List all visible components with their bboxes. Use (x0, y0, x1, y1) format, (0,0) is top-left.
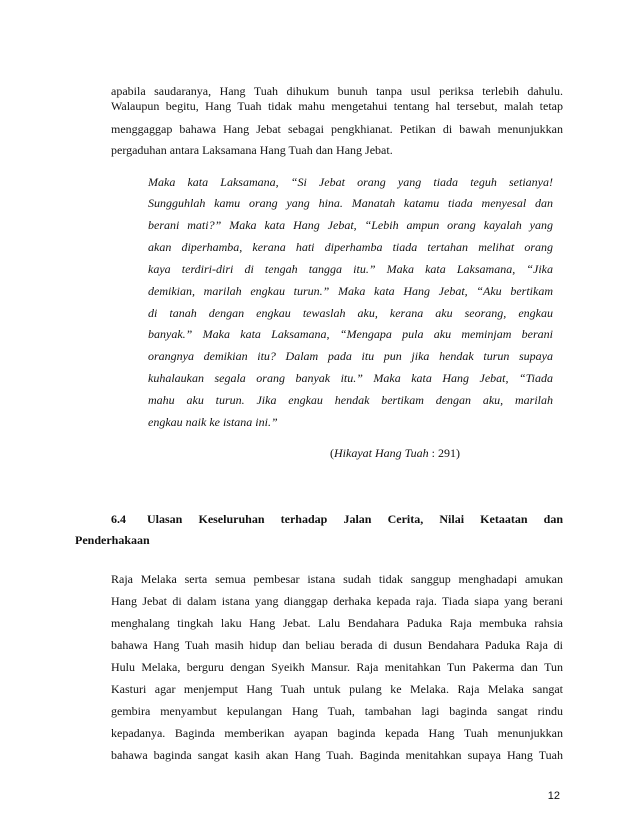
quote-line: demikian, marilah engkau turun.” Maka kata Hang Jebat, “Aku bertikam (148, 284, 553, 298)
quote-line: akan diperhamba, kerana hati diperhamba tiada tertahan melihat orang (148, 240, 553, 254)
quote-line: mahu aku turun. Jika engkau hendak bertikam dengan aku, marilah (148, 393, 553, 407)
section-paragraph-line: menghalang tingkah laku Hang Jebat. Lalu Bendahara Paduka Raja membuka rahsia (111, 616, 563, 630)
section-paragraph-line: bahawa baginda sangat kasih akan Hang Tuah. Baginda menitahkan supaya Hang Tuah (111, 748, 563, 762)
quote-citation (330, 446, 460, 460)
section-title-line2: Penderhakaan (75, 533, 150, 547)
section-paragraph-line: bahawa Hang Tuah masih hidup dan beliau berada di dusun Bendahara Paduka Raja di (111, 638, 563, 652)
quote-line: Maka kata Laksamana, “Si Jebat orang yang tiada teguh setianya! (148, 175, 553, 189)
intro-paragraph-line: menggaggap bahawa Hang Jebat sebagai pengkhianat. Petikan di bawah menunjukkan (111, 122, 563, 136)
section-paragraph-line: gembira menyambut kepulangan Hang Tuah, tambahan lagi baginda sangat rindu (111, 704, 563, 718)
section-number: 6.4 (111, 512, 126, 526)
section-paragraph-line: Raja Melaka serta semua pembesar istana sudah tidak sanggup menghadapi amukan (111, 572, 563, 586)
intro-paragraph-line: apabila saudaranya, Hang Tuah dihukum bunuh tanpa usul periksa terlebih dahulu. (111, 84, 563, 98)
page-number: 12 (547, 790, 560, 802)
quote-line: engkau naik ke istana ini.” (148, 415, 278, 429)
section-paragraph-line: Kasturi agar menjemput Hang Tuah untuk pulang ke Melaka. Raja Melaka sangat (111, 682, 563, 696)
quote-line: banyak.” Maka kata Laksamana, “Mengapa pula aku meminjam berani (148, 327, 553, 341)
quote-line: berani mati?” Maka kata Hang Jebat, “Lebih ampun orang kayalah yang (148, 218, 553, 232)
quote-line: di tanah dengan engkau tewaslah aku, kerana aku seorang, engkau (148, 306, 553, 320)
quote-line: kuhalaukan segala orang banyak itu.” Maka kata Hang Jebat, “Tiada (148, 371, 553, 385)
quote-line: Sungguhlah kamu orang yang hina. Manatah katamu tiada menyesal dan (148, 196, 553, 210)
citation-open: ( (330, 446, 334, 460)
citation-title: Hikayat Hang Tuah (334, 446, 429, 460)
quote-line: kaya terdiri-diri di tengah tangga itu.” Maka kata Laksamana, “Jika (148, 262, 553, 276)
quote-line: orangnya demikian itu? Dalam pada itu pun jika hendak turun supaya (148, 349, 553, 363)
citation-page: : 291) (428, 446, 461, 460)
intro-paragraph-line: Walaupun begitu, Hang Tuah tidak mahu mengetahui tentang hal tersebut, malah tetap (111, 99, 563, 113)
section-paragraph-line: Hang Jebat di dalam istana yang dianggap derhaka kepada raja. Tiada siapa yang berani (111, 594, 563, 608)
intro-paragraph-line: pergaduhan antara Laksamana Hang Tuah dan Hang Jebat. (111, 143, 393, 157)
section-paragraph-line: kepadanya. Baginda memberikan ayapan baginda kepada Hang Tuah menunjukkan (111, 726, 563, 740)
section-title-line1: Ulasan Keseluruhan terhadap Jalan Cerita, Nilai Ketaatan dan (147, 512, 563, 526)
section-paragraph-line: Hulu Melaka, berguru dengan Syeikh Mansur. Raja menitahkan Tun Pakerma dan Tun (111, 660, 563, 674)
